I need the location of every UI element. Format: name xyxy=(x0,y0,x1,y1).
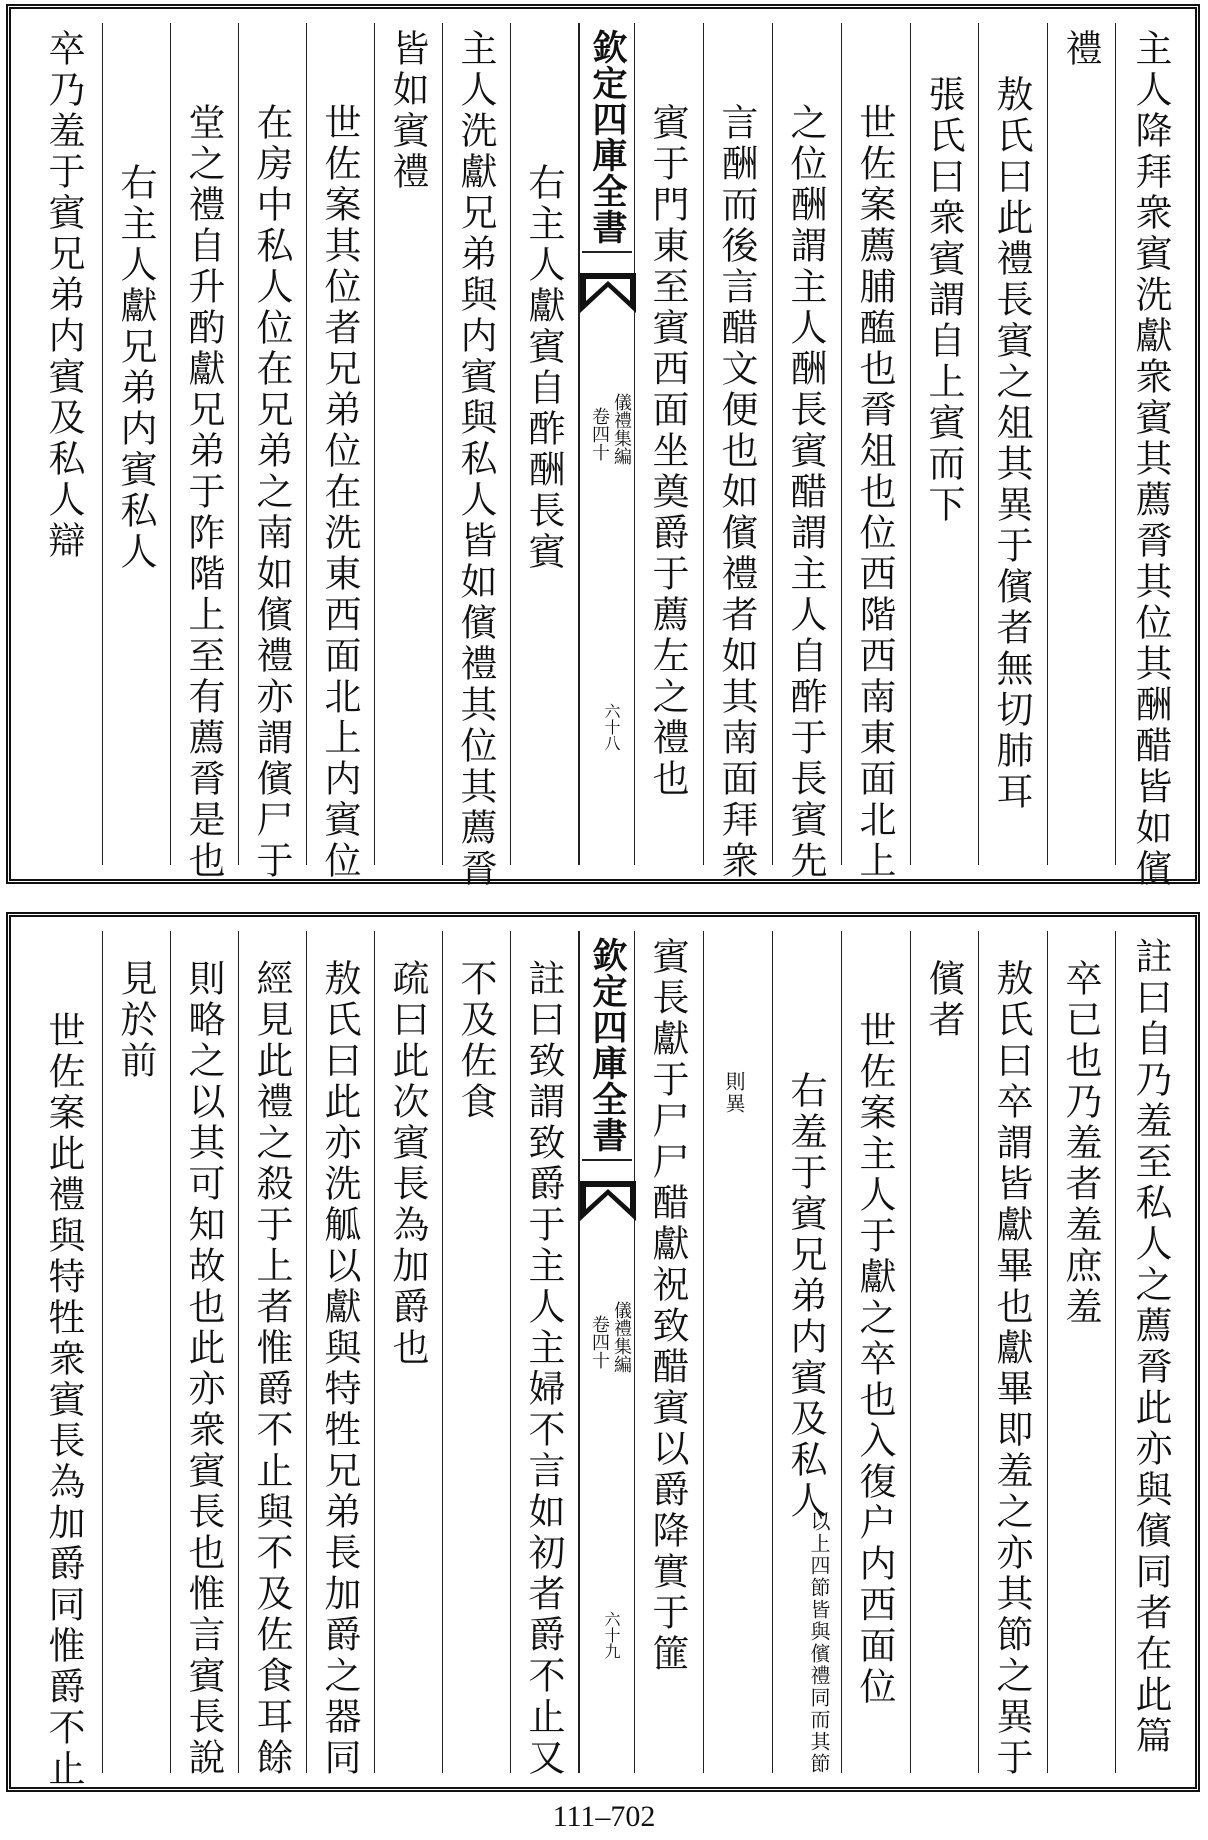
column-text: 右主人獻賓自酢酬長賓 xyxy=(522,163,565,573)
book-title: 儀禮集編 xyxy=(611,1301,632,1373)
top-page xyxy=(6,4,1200,890)
text-column xyxy=(1048,931,1116,1773)
text-column xyxy=(979,931,1048,1779)
text-column xyxy=(635,931,704,1773)
column-text: 世佐案主人于獻之卒也入復户内西面位 xyxy=(853,1011,896,1708)
series-title: 欽定四庫全書 xyxy=(582,29,632,253)
column-text: 右羞于賓兄弟内賓及私人 xyxy=(784,1071,827,1522)
text-column xyxy=(704,23,773,882)
text-column xyxy=(511,23,579,865)
column-text: 經見此禮之殺于上者惟爵不止與不及佐食耳餘 xyxy=(250,959,293,1779)
text-column xyxy=(443,931,511,1773)
column-text: 註曰致謂致爵于主人主婦不言如初者爵不止又 xyxy=(522,959,565,1779)
column-text: 皆如賓禮 xyxy=(386,29,429,193)
column-text: 不及佐食 xyxy=(454,959,497,1123)
series-title: 欽定四庫全書 xyxy=(582,937,632,1161)
text-column xyxy=(375,931,443,1773)
text-column xyxy=(911,23,979,865)
text-column xyxy=(1116,23,1188,890)
text-column xyxy=(1116,931,1188,1773)
page-number: 六十八 xyxy=(602,703,621,751)
text-column xyxy=(443,23,511,890)
text-column xyxy=(239,931,307,1779)
column-text: 儐者 xyxy=(922,959,965,1041)
page-number: 六十九 xyxy=(602,1611,621,1659)
column-text: 敖氏曰卒謂皆獻畢也獻畢即羞之亦其節之異于 xyxy=(990,959,1033,1779)
interlinear-note: 以上四節皆與儐禮同而其節 xyxy=(807,1511,831,1775)
page-footer-number: 111–702 xyxy=(552,1800,656,1833)
column-text: 堂之禮自升酌獻兄弟于阼階上至有薦脀是也 xyxy=(182,103,225,882)
column-text: 賓長獻于尸尸醋獻祝致醋賓以爵降實于篚 xyxy=(646,937,689,1675)
volume-label: 卷四十 xyxy=(589,407,610,461)
text-column xyxy=(1048,23,1116,865)
text-column xyxy=(171,931,239,1779)
text-column xyxy=(773,23,842,882)
text-column xyxy=(511,931,579,1779)
column-text: 之位酬謂主人酬長賓醋謂主人自酢于長賓先 xyxy=(784,103,827,882)
column-text: 張氏曰衆賓謂自上賓而下 xyxy=(922,75,965,526)
column-text: 主人洗獻兄弟與内賓與私人皆如儐禮其位其薦脀 xyxy=(454,29,497,890)
center-fold xyxy=(579,23,635,865)
column-text: 敖氏曰此禮長賓之俎其異于儐者無切肺耳 xyxy=(990,75,1033,813)
column-text: 言酬而後言醋文便也如儐禮者如其南面拜衆 xyxy=(715,103,758,882)
column-text: 賓于門東至賓西面坐奠爵于薦左之禮也 xyxy=(646,103,689,800)
text-column xyxy=(911,931,979,1773)
column-text: 右主人獻兄弟内賓私人 xyxy=(114,163,157,573)
column-text: 見於前 xyxy=(114,959,157,1082)
text-column xyxy=(103,23,171,865)
interlinear-note: 則異 xyxy=(722,1071,746,1115)
column-text: 註曰自乃羞至私人之薦脀此亦與儐同者在此篇 xyxy=(1129,937,1172,1757)
column-text: 世佐案此禮與特牲衆賓長為加爵同惟爵不止 xyxy=(42,1011,85,1790)
book-title: 儀禮集編 xyxy=(611,393,632,465)
text-column xyxy=(773,931,842,1773)
text-column xyxy=(842,931,911,1773)
center-fold xyxy=(579,931,635,1773)
text-column xyxy=(635,23,704,865)
bottom-page xyxy=(6,912,1200,1792)
column-text: 主人降拜衆賓洗獻衆賓其薦脀其位其酬醋皆如儐 xyxy=(1129,29,1172,890)
column-text: 卒已也乃羞者羞庶羞 xyxy=(1059,959,1102,1328)
volume-label: 卷四十 xyxy=(589,1315,610,1369)
text-column xyxy=(25,23,103,865)
column-text: 在房中私人位在兄弟之南如儐禮亦謂儐尸于 xyxy=(250,103,293,882)
text-column xyxy=(979,23,1048,865)
text-column xyxy=(307,23,375,882)
column-text: 世佐案薦脯醢也脀俎也位西階西南東面北上 xyxy=(853,103,896,882)
text-column xyxy=(704,931,773,1773)
column-text: 卒乃羞于賓兄弟内賓及私人辯 xyxy=(42,29,85,562)
column-text: 疏曰此次賓長為加爵也 xyxy=(386,959,429,1369)
column-text: 敖氏曰此亦洗觚以獻與特牲兄弟長加爵之器同 xyxy=(318,959,361,1779)
text-column xyxy=(25,931,103,1790)
fish-tail-mark-icon xyxy=(580,1181,636,1221)
text-column xyxy=(239,23,307,882)
column-text: 則略之以其可知故也此亦衆賓長也惟言賓長說 xyxy=(182,959,225,1779)
column-text: 禮 xyxy=(1059,29,1102,70)
column-text: 世佐案其位者兄弟位在洗東西面北上内賓位 xyxy=(318,103,361,882)
text-column xyxy=(842,23,911,882)
fish-tail-mark-icon xyxy=(580,273,636,313)
text-column xyxy=(307,931,375,1779)
text-column xyxy=(103,931,171,1773)
text-column xyxy=(171,23,239,882)
text-column xyxy=(375,23,443,865)
